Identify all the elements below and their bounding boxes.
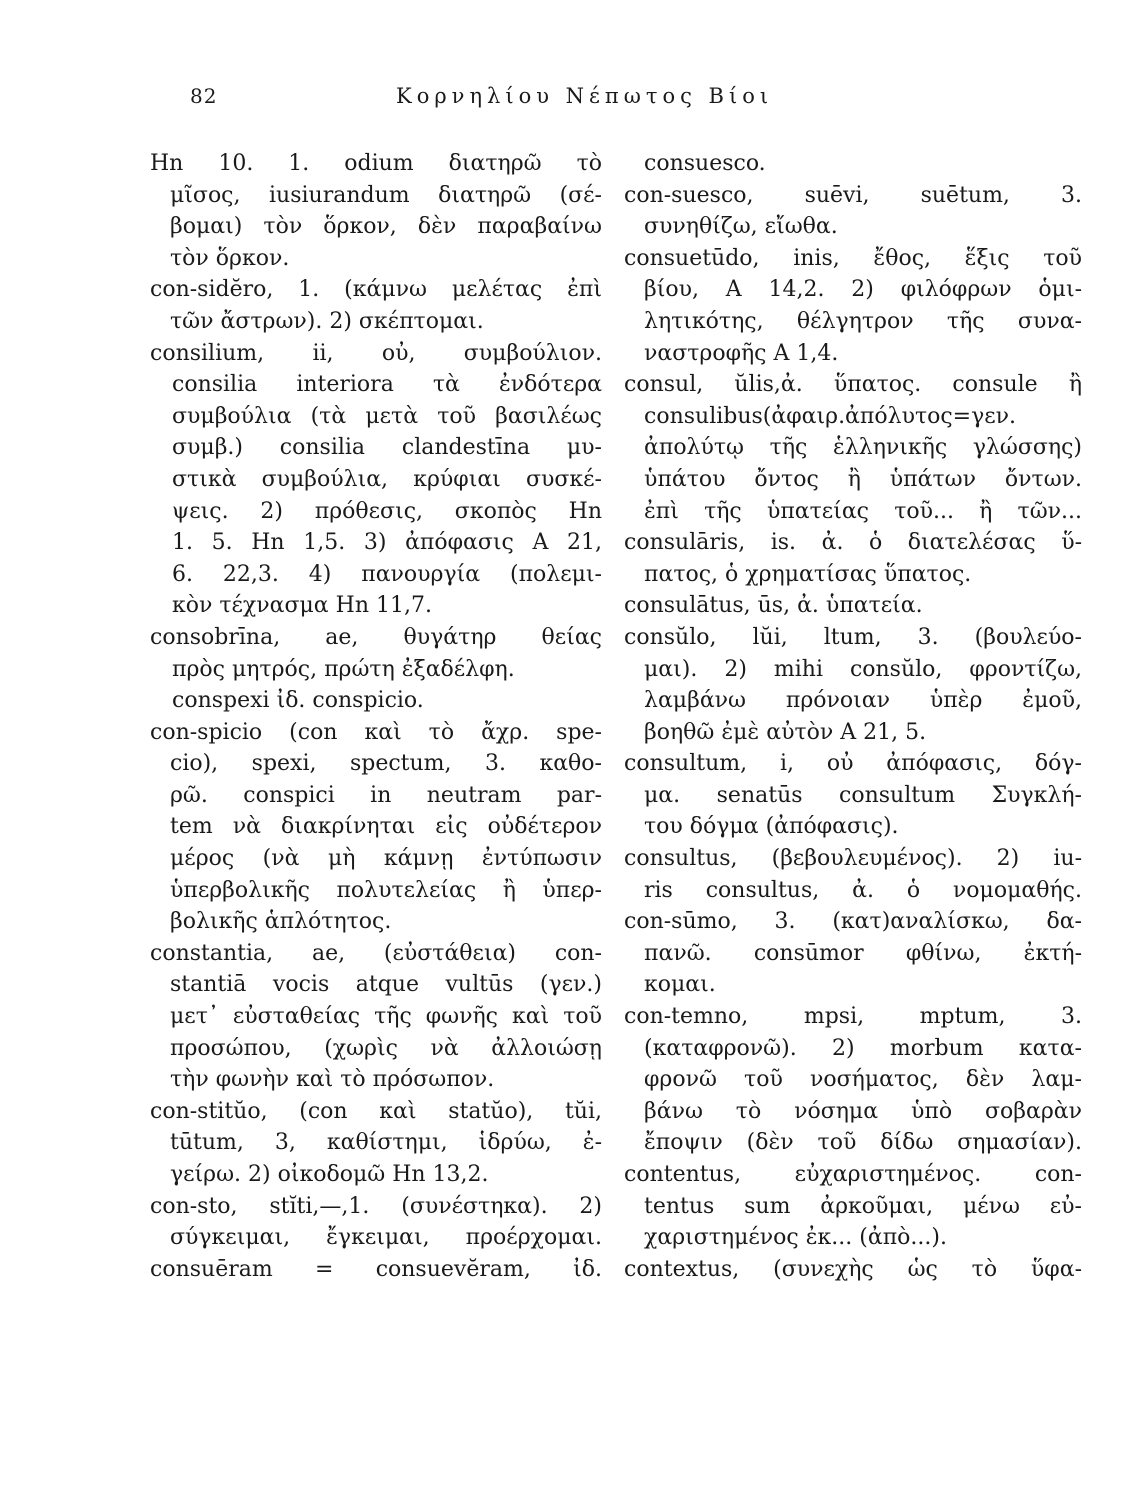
text-line: μα. senatūs consultum Συγκλή-	[644, 782, 1082, 808]
dictionary-entry-line: contentus, εὐχαριστημένος. con-	[624, 1162, 1082, 1187]
dictionary-entry-line: consul, ŭlis,ἀ. ὕπατος. consule ἢ	[624, 372, 1082, 398]
text-line: ρῶ. conspici in neutram par-	[170, 782, 602, 808]
dictionary-entry-line: conspexi ἰδ. conspicio.	[172, 688, 424, 714]
text-line: τῶν ἄστρων). 2) σκέπτομαι.	[170, 308, 484, 334]
text-line: συμβ.) consilia clandestīna μυ-	[172, 435, 602, 461]
text-line: μαι). 2) mihi consŭlo, φροντίζω,	[644, 656, 1082, 682]
text-line: κομαι.	[644, 972, 716, 998]
text-line: 1. 5. Hn 1,5. 3) ἀπόφασις A 21,	[172, 530, 602, 556]
page-header	[0, 84, 1122, 116]
text-line: φρονῶ τοῦ νοσήματος, δὲν λαμ-	[644, 1067, 1082, 1093]
text-line: cio), spexi, spectum, 3. καθο-	[170, 751, 602, 777]
text-line: τὸν ὅρκον.	[170, 245, 290, 271]
text-line: βίου, A 14,2. 2) φιλόφρων ὁμι-	[644, 277, 1082, 303]
dictionary-entry-line: consuetūdo, inis, ἔθος, ἕξις τοῦ	[624, 245, 1082, 271]
text-line: tūtum, 3, καθίστημι, ἱδρύω, ἐ-	[170, 1130, 602, 1156]
text-line: του δόγμα (ἀπόφασις).	[644, 814, 899, 840]
text-line: μέρος (νὰ μὴ κάμνῃ ἐντύπωσιν	[170, 846, 602, 872]
text-line: μετ᾿ εὐσταθείας τῆς φωνῆς καὶ τοῦ	[170, 1004, 602, 1030]
text-line: σύγκειμαι, ἔγκειμαι, προέρχομαι.	[170, 1225, 602, 1251]
running-title: Κορνηλίου Νέπωτος Βίοι	[396, 84, 774, 108]
dictionary-entry-line: con-sto, stĭti,—,1. (συνέστηκα). 2)	[150, 1193, 602, 1219]
text-line: tentus sum ἀρκοῦμαι, μένω εὐ-	[644, 1193, 1082, 1219]
text-line: tem νὰ διακρίνηται εἰς οὐδέτερον	[170, 814, 602, 840]
text-line: στικὰ συμβούλια, κρύφιαι συσκέ-	[172, 466, 602, 492]
text-line: βάνω τὸ νόσημα ὑπὸ σοβαρὰν	[644, 1098, 1082, 1124]
dictionary-entry-line: consuēram = consuevĕram, ἰδ.	[150, 1256, 602, 1282]
text-line: βολικῆς ἁπλότητος.	[170, 909, 392, 935]
text-line: ἀπολύτῳ τῆς ἑλληνικῆς γλώσσης)	[644, 435, 1082, 461]
text-line: συνηθίζω, εἴωθα.	[644, 214, 838, 240]
text-line: stantiā vocis atque vultūs (γεν.)	[170, 972, 602, 998]
text-line: γείρω. 2) οἰκοδομῶ Hn 13,2.	[170, 1162, 489, 1187]
text-line: πανῶ. consūmor φθίνω, ἐκτή-	[644, 940, 1082, 966]
text-line: μῖσος, iusiurandum διατηρῶ (σέ-	[170, 182, 602, 208]
text-line: (καταφρονῶ). 2) morbum κατα-	[644, 1035, 1082, 1061]
text-line: συμβούλια (τὰ μετὰ τοῦ βασιλέως	[172, 403, 602, 429]
text-line: consulibus(ἀφαιρ.ἀπόλυτος=γεν.	[644, 403, 1017, 429]
text-line: βοηθῶ ἐμὲ αὐτὸν A 21, 5.	[644, 719, 927, 745]
dictionary-entry-line: consilium, ii, οὐ, συμβούλιον.	[150, 340, 602, 366]
text-line: ναστροφῆς A 1,4.	[644, 340, 839, 366]
text-line: ἐπὶ τῆς ὑπατείας τοῦ... ἢ τῶν...	[644, 498, 1082, 524]
text-line: πατος, ὁ χρηματίσας ὕπατος.	[644, 561, 972, 587]
dictionary-entry-line: consobrīna, ae, θυγάτηρ θείας	[150, 624, 602, 650]
text-line: τὴν φωνὴν καὶ τὸ πρόσωπον.	[170, 1067, 495, 1093]
dictionary-entry-line: consultum, i, οὐ ἀπόφασις, δόγ-	[624, 751, 1082, 777]
text-line: consilia interiora τὰ ἐνδότερα	[172, 372, 602, 398]
dictionary-entry-line: consulātus, ūs, ἀ. ὑπατεία.	[624, 593, 923, 619]
text-line: κὸν τέχνασμα Hn 11,7.	[172, 593, 432, 619]
text-line: 6. 22,3. 4) πανουργία (πολεμι-	[172, 561, 602, 587]
right-column	[624, 148, 1082, 1285]
left-column	[150, 148, 602, 1285]
text-line: Hn 10. 1. odium διατηρῶ τὸ	[150, 151, 602, 176]
dictionary-entry-line: constantia, ae, (εὐστάθεια) con-	[150, 940, 602, 966]
text-line: λητικότης, θέλγητρον τῆς συνα-	[644, 308, 1082, 334]
text-line: ἔποψιν (δὲν τοῦ δίδω σημασίαν).	[644, 1130, 1082, 1156]
dictionary-entry-line: con-temno, mpsi, mptum, 3.	[624, 1004, 1082, 1030]
dictionary-entry-line: con-sidĕro, 1. (κάμνω μελέτας ἐπὶ	[150, 277, 602, 303]
text-line: ὑπάτου ὄντος ἢ ὑπάτων ὄντων.	[644, 466, 1082, 492]
text-line: βομαι) τὸν ὅρκον, δὲν παραβαίνω	[170, 214, 602, 240]
dictionary-entry-line: consŭlo, lŭi, ltum, 3. (βουλεύο-	[624, 624, 1082, 650]
dictionary-entry-line: consultus, (βεβουλευμένος). 2) iu-	[624, 846, 1082, 872]
text-line: ψεις. 2) πρόθεσις, σκοπὸς Hn	[172, 498, 602, 524]
dictionary-entry-line: con-suesco, suēvi, suētum, 3.	[624, 182, 1082, 208]
text-line: consuesco.	[644, 151, 766, 176]
page-number: 82	[190, 84, 218, 108]
dictionary-entry-line: con-sūmo, 3. (κατ)αναλίσκω, δα-	[624, 909, 1082, 935]
dictionary-entry-line: con-stitŭo, (con καὶ statŭo), tŭi,	[150, 1098, 602, 1124]
text-line: ris consultus, ἀ. ὁ νομομαθής.	[644, 877, 1082, 903]
text-line: πρὸς μητρός, πρώτη ἐξαδέλφη.	[172, 656, 515, 682]
dictionary-entry-line: consulāris, is. ἀ. ὁ διατελέσας ὕ-	[624, 530, 1082, 556]
dictionary-entry-line: con-spicio (con καὶ τὸ ἄχρ. spe-	[150, 719, 602, 745]
text-line: προσώπου, (χωρὶς νὰ ἀλλοιώσῃ	[170, 1035, 602, 1061]
text-line: ὑπερβολικῆς πολυτελείας ἢ ὑπερ-	[170, 877, 602, 903]
text-line: λαμβάνω πρόνοιαν ὑπὲρ ἐμοῦ,	[644, 688, 1082, 714]
text-line: χαριστημένος ἐκ... (ἀπὸ...).	[644, 1225, 947, 1251]
dictionary-entry-line: contextus, (συνεχὴς ὡς τὸ ὕφα-	[624, 1256, 1082, 1282]
